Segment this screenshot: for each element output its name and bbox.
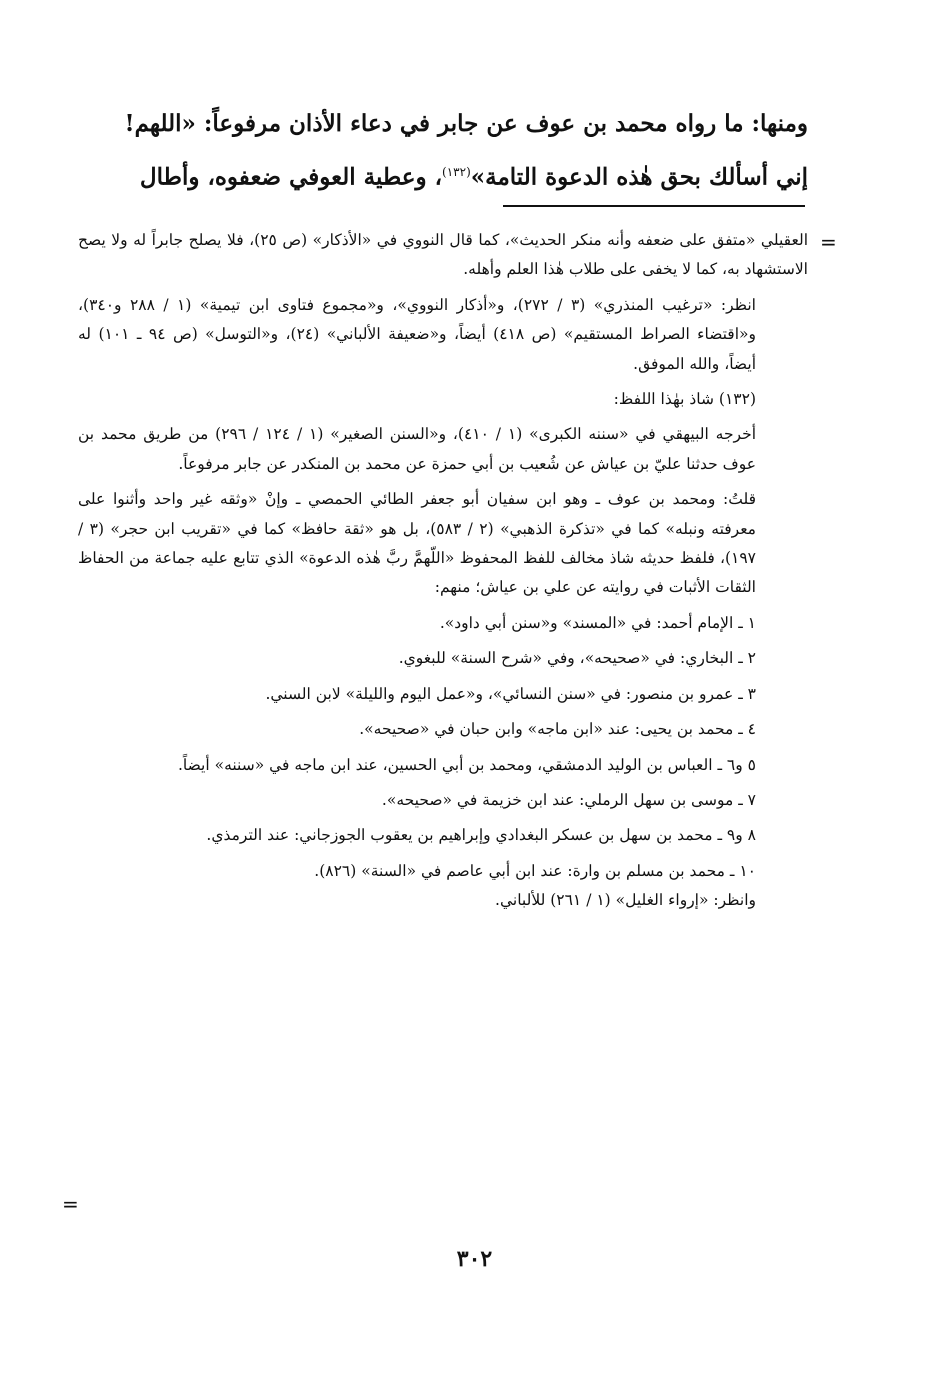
footnote-paragraph-1: العقيلي «متفق على ضعفه وأنه منكر الحديث»، كما قال النووي في «الأذكار» (ص ٢٥)، فلا يصلح جابراً له ولا يصح الاستشهاد به، كما لا يخفى على طلاب هٰذا العلم وأهله. [78,231,808,279]
continuation-mark-top: = [820,230,837,254]
main-line-2 [78,148,808,202]
list-item: ١ ـ الإمام أحمد: في «المسند» و«سنن أبي داود». [439,613,756,632]
footnotes [78,226,808,916]
list-item: ٢ ـ البخاري: في «صحيحه»، وفي «شرح السنة» للبغوي. [398,649,756,668]
list-item: ٥ و٦ ـ العباس بن الوليد الدمشقي، ومحمد بن أبي الحسين، عند ابن ماجه في «سننه» أيضاً. [177,755,756,774]
page-number: ٣٠٢ [456,1246,493,1272]
list-item: ٤ ـ محمد بن يحيى: عند «ابن ماجه» وابن حبان في «صحيحه». [359,720,756,739]
list-item: ١٠ ـ محمد بن مسلم بن وارة: عند ابن أبي عاصم في «السنة» (٨٢٦). [314,861,756,880]
footnote-closing: وانظر: «إرواء الغليل» (١ / ٢٦١) للألباني. [495,891,756,910]
list-item: ٨ و٩ ـ محمد بن سهل بن عسكر البغدادي وإبراهيم بن يعقوب الجوزجاني: عند الترمذي. [206,826,756,845]
footnote-reference: (١٣٢) [442,165,471,179]
list-item: ٧ ـ موسى بن سهل الرملي: عند ابن خزيمة في «صحيحه». [381,790,756,809]
footnote-separator [503,205,805,207]
main-line-2-end: ، وعطية العوفي ضعفوه، وأطال [139,163,443,191]
footnote-heading-132: (١٣٢) شاذ بهٰذا اللفظ: [613,390,756,409]
list-item: ٣ ـ عمرو بن منصور: في «سنن النسائي»، و«عمل اليوم والليلة» لابن السني. [265,684,756,703]
footnote-paragraph-4: قلتُ: ومحمد بن عوف ـ وهو ابن سفيان أبو جعفر الطائي الحمصي ـ وإنْ «وثقه غير واحد وأثنوا على معرفته ونبله» كما في «تذكرة الذهبي» (٢ / ٥٨٣)، بل هو «ثقة حافظ» كما في «تقريب ابن حجر» (٣ / ١٩٧)، فلفظ حديثه شاذ مخالف للفظ المحفوظ «اللّهمَّ ربَّ هٰذه الدعوة» الذي تتابع عليه جماعة من الحفاظ الثقات الأثبات في روايته عن علي بن عياش؛ منهم: [78,490,756,597]
main-line-1: ومنها: ما رواه محمد بن عوف عن جابر في دعاء الأذان مرفوعاً: «اللهم! [124,110,808,137]
main-line-2-start: إني أسألك بحق هٰذه الدعوة التامة» [470,163,808,191]
main-text [78,100,808,202]
continuation-mark-bottom: = [62,1192,79,1216]
footnote-paragraph-2: انظر: «ترغيب المنذري» (٣ / ٢٧٢)، و«أذكار النووي»، و«مجموع فتاوى ابن تيمية» (١ / ٢٨٨ و٣٤٠)، و«اقتضاء الصراط المستقيم» (ص ٤١٨) أيضاً، و«ضعيفة الألباني» (٢٤)، و«التوسل» (ص ٩٤ ـ ١٠١) له أيضاً، والله الموفق. [78,295,756,373]
footnote-paragraph-3: أخرجه البيهقي في «سننه الكبرى» (١ / ٤١٠)، و«السنن الصغير» (١ / ١٢٤ / ٢٩٦) من طريق محمد بن عوف حدثنا عليّ بن عياش عن شُعيب بن أبي حمزة عن محمد بن المنكدر عن جابر مرفوعاً. [78,425,756,473]
